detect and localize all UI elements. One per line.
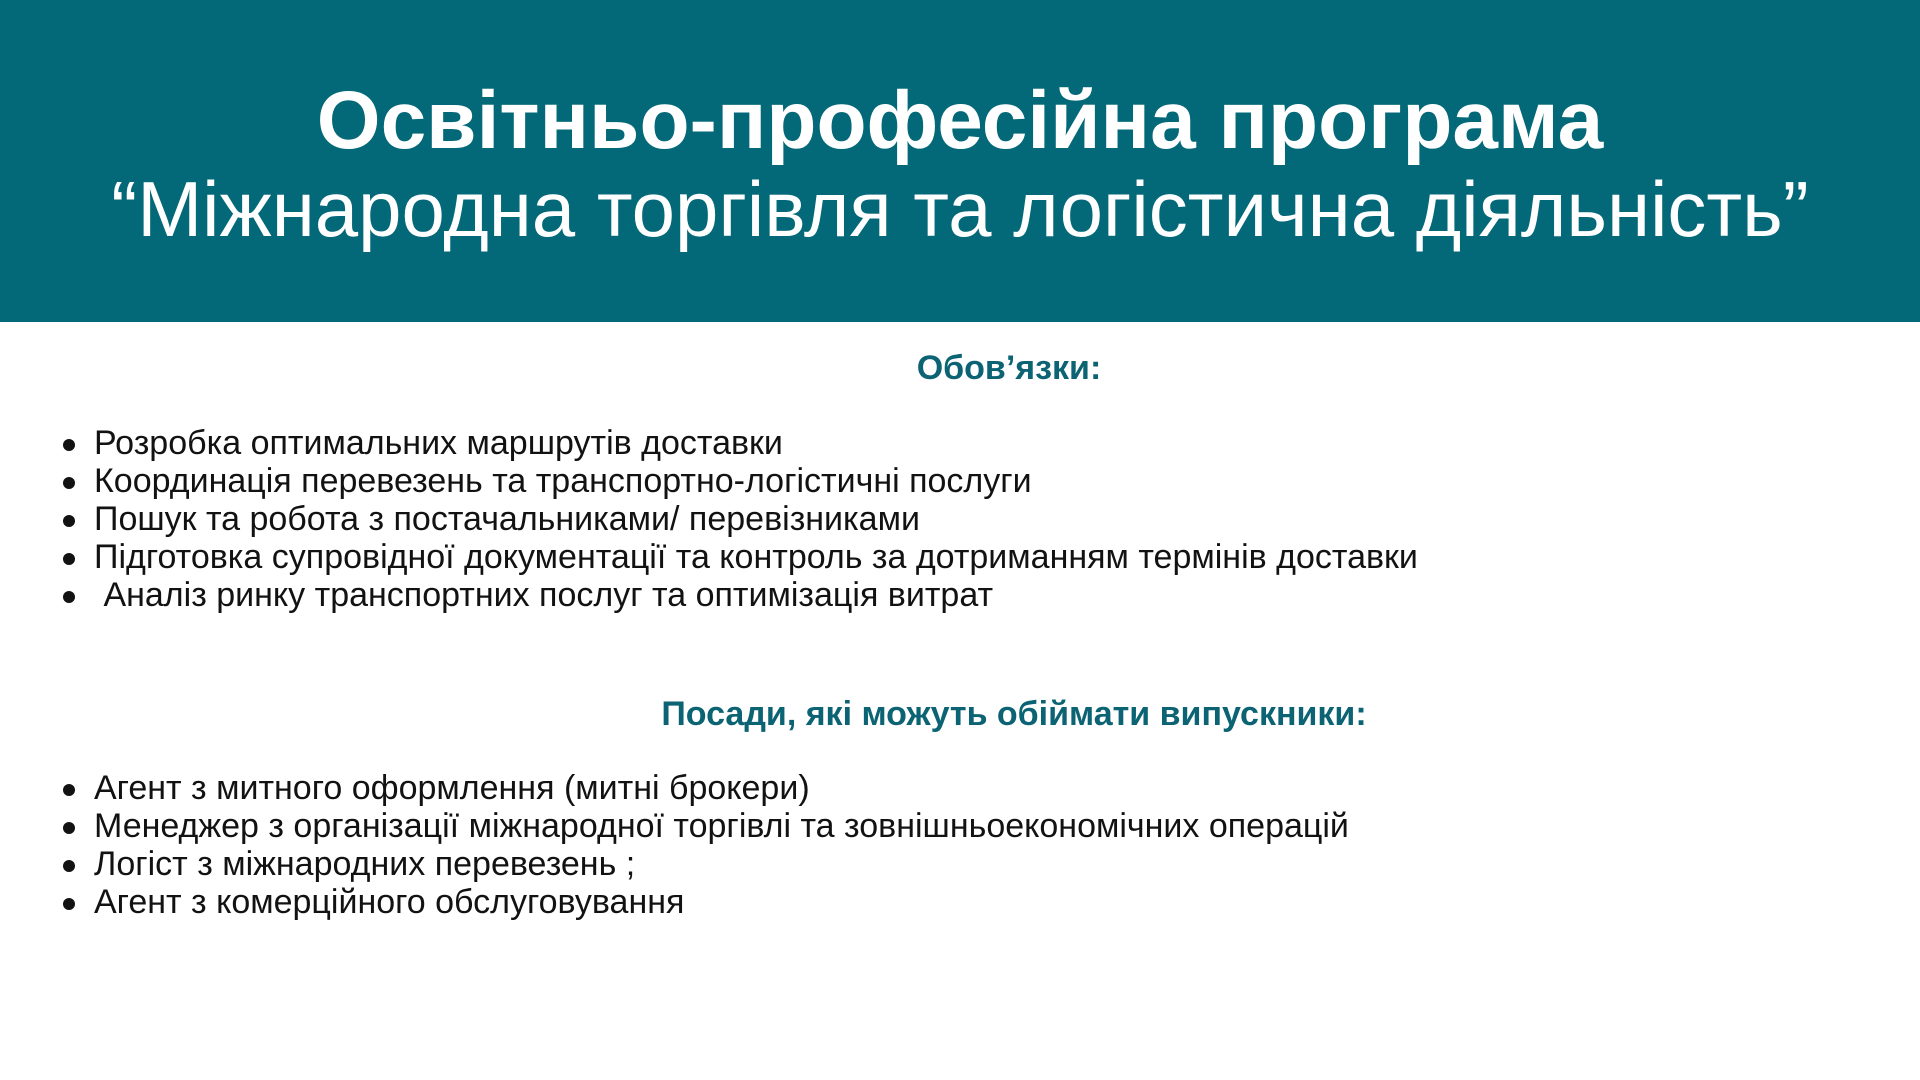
program-name: “Міжнародна торгівля та логістична діяльність”: [111, 165, 1809, 253]
bullet-icon: [63, 784, 75, 796]
list-item: [60, 538, 1418, 576]
list-item-text: Агент з митного оформлення (митні брокери): [94, 769, 810, 807]
list-item-text: Аналіз ринку транспортних послуг та оптимізація витрат: [94, 576, 994, 614]
list-item-text: Менеджер з організації міжнародної торгівлі та зовнішньоекономічних операцій: [94, 807, 1349, 845]
list-item: [60, 424, 1418, 462]
bullet-icon: [63, 898, 75, 910]
list-item: [60, 845, 1349, 883]
list-item: [60, 500, 1418, 538]
bullet-icon: [63, 553, 75, 565]
bullet-icon: [63, 477, 75, 489]
duties-list: [60, 424, 1418, 614]
list-item-text: Агент з комерційного обслуговування: [94, 883, 685, 921]
program-title: Освітньо-професійна програма: [316, 75, 1604, 166]
list-item-text: Розробка оптимальних маршрутів доставки: [94, 424, 783, 462]
list-item: [60, 576, 1418, 614]
list-item-text: Логіст з міжнародних перевезень ;: [94, 845, 636, 883]
bullet-icon: [63, 822, 75, 834]
list-item: [60, 462, 1418, 500]
list-item: [60, 769, 1349, 807]
positions-list: [60, 769, 1349, 921]
bullet-icon: [63, 439, 75, 451]
title-banner: [0, 0, 1920, 322]
list-item-text: Пошук та робота з постачальниками/ перевізниками: [94, 500, 920, 538]
list-item: [60, 807, 1349, 845]
list-item-text: Координація перевезень та транспортно-логістичні послуги: [94, 462, 1032, 500]
bullet-icon: [63, 860, 75, 872]
bullet-icon: [63, 591, 75, 603]
bullet-icon: [63, 515, 75, 527]
list-item-text: Підготовка супровідної документації та контроль за дотриманням термінів доставки: [94, 538, 1418, 576]
list-item: [60, 883, 1349, 921]
duties-heading: Обов’язки:: [916, 349, 1102, 387]
positions-heading: Посади, які можуть обіймати випускники:: [661, 695, 1367, 733]
